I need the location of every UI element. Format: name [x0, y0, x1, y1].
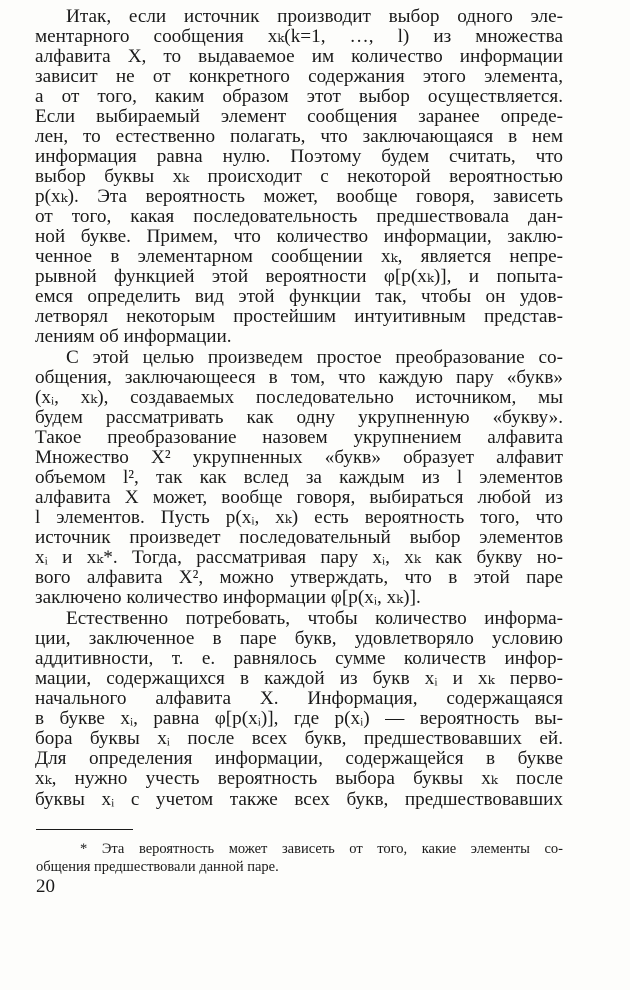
text-line: от того, какая последовательность предшествовала дан-: [35, 206, 563, 227]
text-line: Множество X² укрупненных «букв» образует алфавит: [35, 447, 563, 468]
text-line: Такое преобразование назовем укрупнением алфавита: [35, 427, 563, 448]
text-line: в букве xᵢ, равна φ[p(xᵢ)], где p(xᵢ) — вероятность вы-: [35, 708, 563, 729]
text-line: xᵢ и xₖ*. Тогда, рассматривая пару xᵢ, xₖ как букву но-: [35, 547, 563, 568]
footnote-line: общения предшествовали данной паре.: [36, 859, 279, 875]
text-line: информация равна нулю. Поэтому будем считать, что: [35, 146, 563, 167]
text-line: буквы xᵢ с учетом также всех букв, предшествовавших: [35, 789, 563, 810]
text-line: алфавита X, то выдаваемое им количество информации: [35, 46, 563, 67]
text-line: лен, то естественно полагать, что заключающаяся в нем: [35, 126, 563, 147]
footnote-line: * Эта вероятность может зависеть от того, какие элементы со-: [80, 841, 563, 857]
text-line: емся определить вид этой функции так, чтобы он удов-: [35, 286, 563, 307]
text-line: ментарного сообщения xₖ(k=1, …, l) из множества: [35, 26, 563, 47]
text-line: Естественно потребовать, чтобы количество информа-: [66, 608, 563, 629]
text-line: а от того, каким образом этот выбор осуществляется.: [35, 86, 563, 107]
text-line: С этой целью произведем простое преобразование со-: [66, 347, 563, 368]
text-line: Если выбираемый элемент сообщения заранее опреде-: [35, 106, 563, 127]
text-line: алфавита X может, вообще говоря, выбираться любой из: [35, 487, 563, 508]
text-line: ции, заключенное в паре букв, удовлетворяло условию: [35, 628, 563, 649]
text-line: заключено количество информации φ[p(xᵢ, xₖ)].: [35, 587, 421, 608]
text-line: аддитивности, т. е. равнялось сумме количеств инфор-: [35, 648, 563, 669]
text-line: источник произведет последовательный выбор элементов: [35, 527, 563, 548]
text-line: l элементов. Пусть p(xᵢ, xₖ) есть вероятность того, что: [35, 507, 563, 528]
text-line: мации, содержащихся в каждой из букв xᵢ и xₖ перво-: [35, 668, 563, 689]
text-line: Итак, если источник производит выбор одного эле-: [66, 6, 563, 27]
text-line: общения, заключающееся в том, что каждую пару «букв»: [35, 367, 563, 388]
text-line: лениям об информации.: [35, 326, 232, 347]
text-line: рывной функцией этой вероятности φ[p(xₖ)], и попыта-: [35, 266, 563, 287]
text-line: будем рассматривать как одну укрупненную «букву».: [35, 407, 563, 428]
footnote-rule: [36, 829, 133, 830]
text-line: p(xₖ). Эта вероятность может, вообще говоря, зависеть: [35, 186, 563, 207]
text-line: xₖ, нужно учесть вероятность выбора буквы xₖ после: [35, 768, 563, 789]
text-line: вого алфавита X², можно утверждать, что в этой паре: [35, 567, 563, 588]
text-line: начального алфавита X. Информация, содержащаяся: [35, 688, 563, 709]
text-line: Для определения информации, содержащейся в букве: [35, 748, 563, 769]
text-line: зависит не от конкретного содержания этого элемента,: [35, 66, 563, 87]
text-line: выбор буквы xₖ происходит с некоторой вероятностью: [35, 166, 563, 187]
text-line: летворял некоторым простейшим интуитивным представ-: [35, 306, 563, 327]
text-line: (xᵢ, xₖ), создаваемых последовательно источником, мы: [35, 387, 563, 408]
text-line: бора буквы xᵢ после всех букв, предшествовавших ей.: [35, 728, 563, 749]
text-line: ченное в элементарном сообщении xₖ, является непре-: [35, 246, 563, 267]
page-number: 20: [36, 876, 55, 897]
text-line: ной букве. Примем, что количество информации, заклю-: [35, 226, 563, 247]
text-line: объемом l², так как вслед за каждым из l элементов: [35, 467, 563, 488]
